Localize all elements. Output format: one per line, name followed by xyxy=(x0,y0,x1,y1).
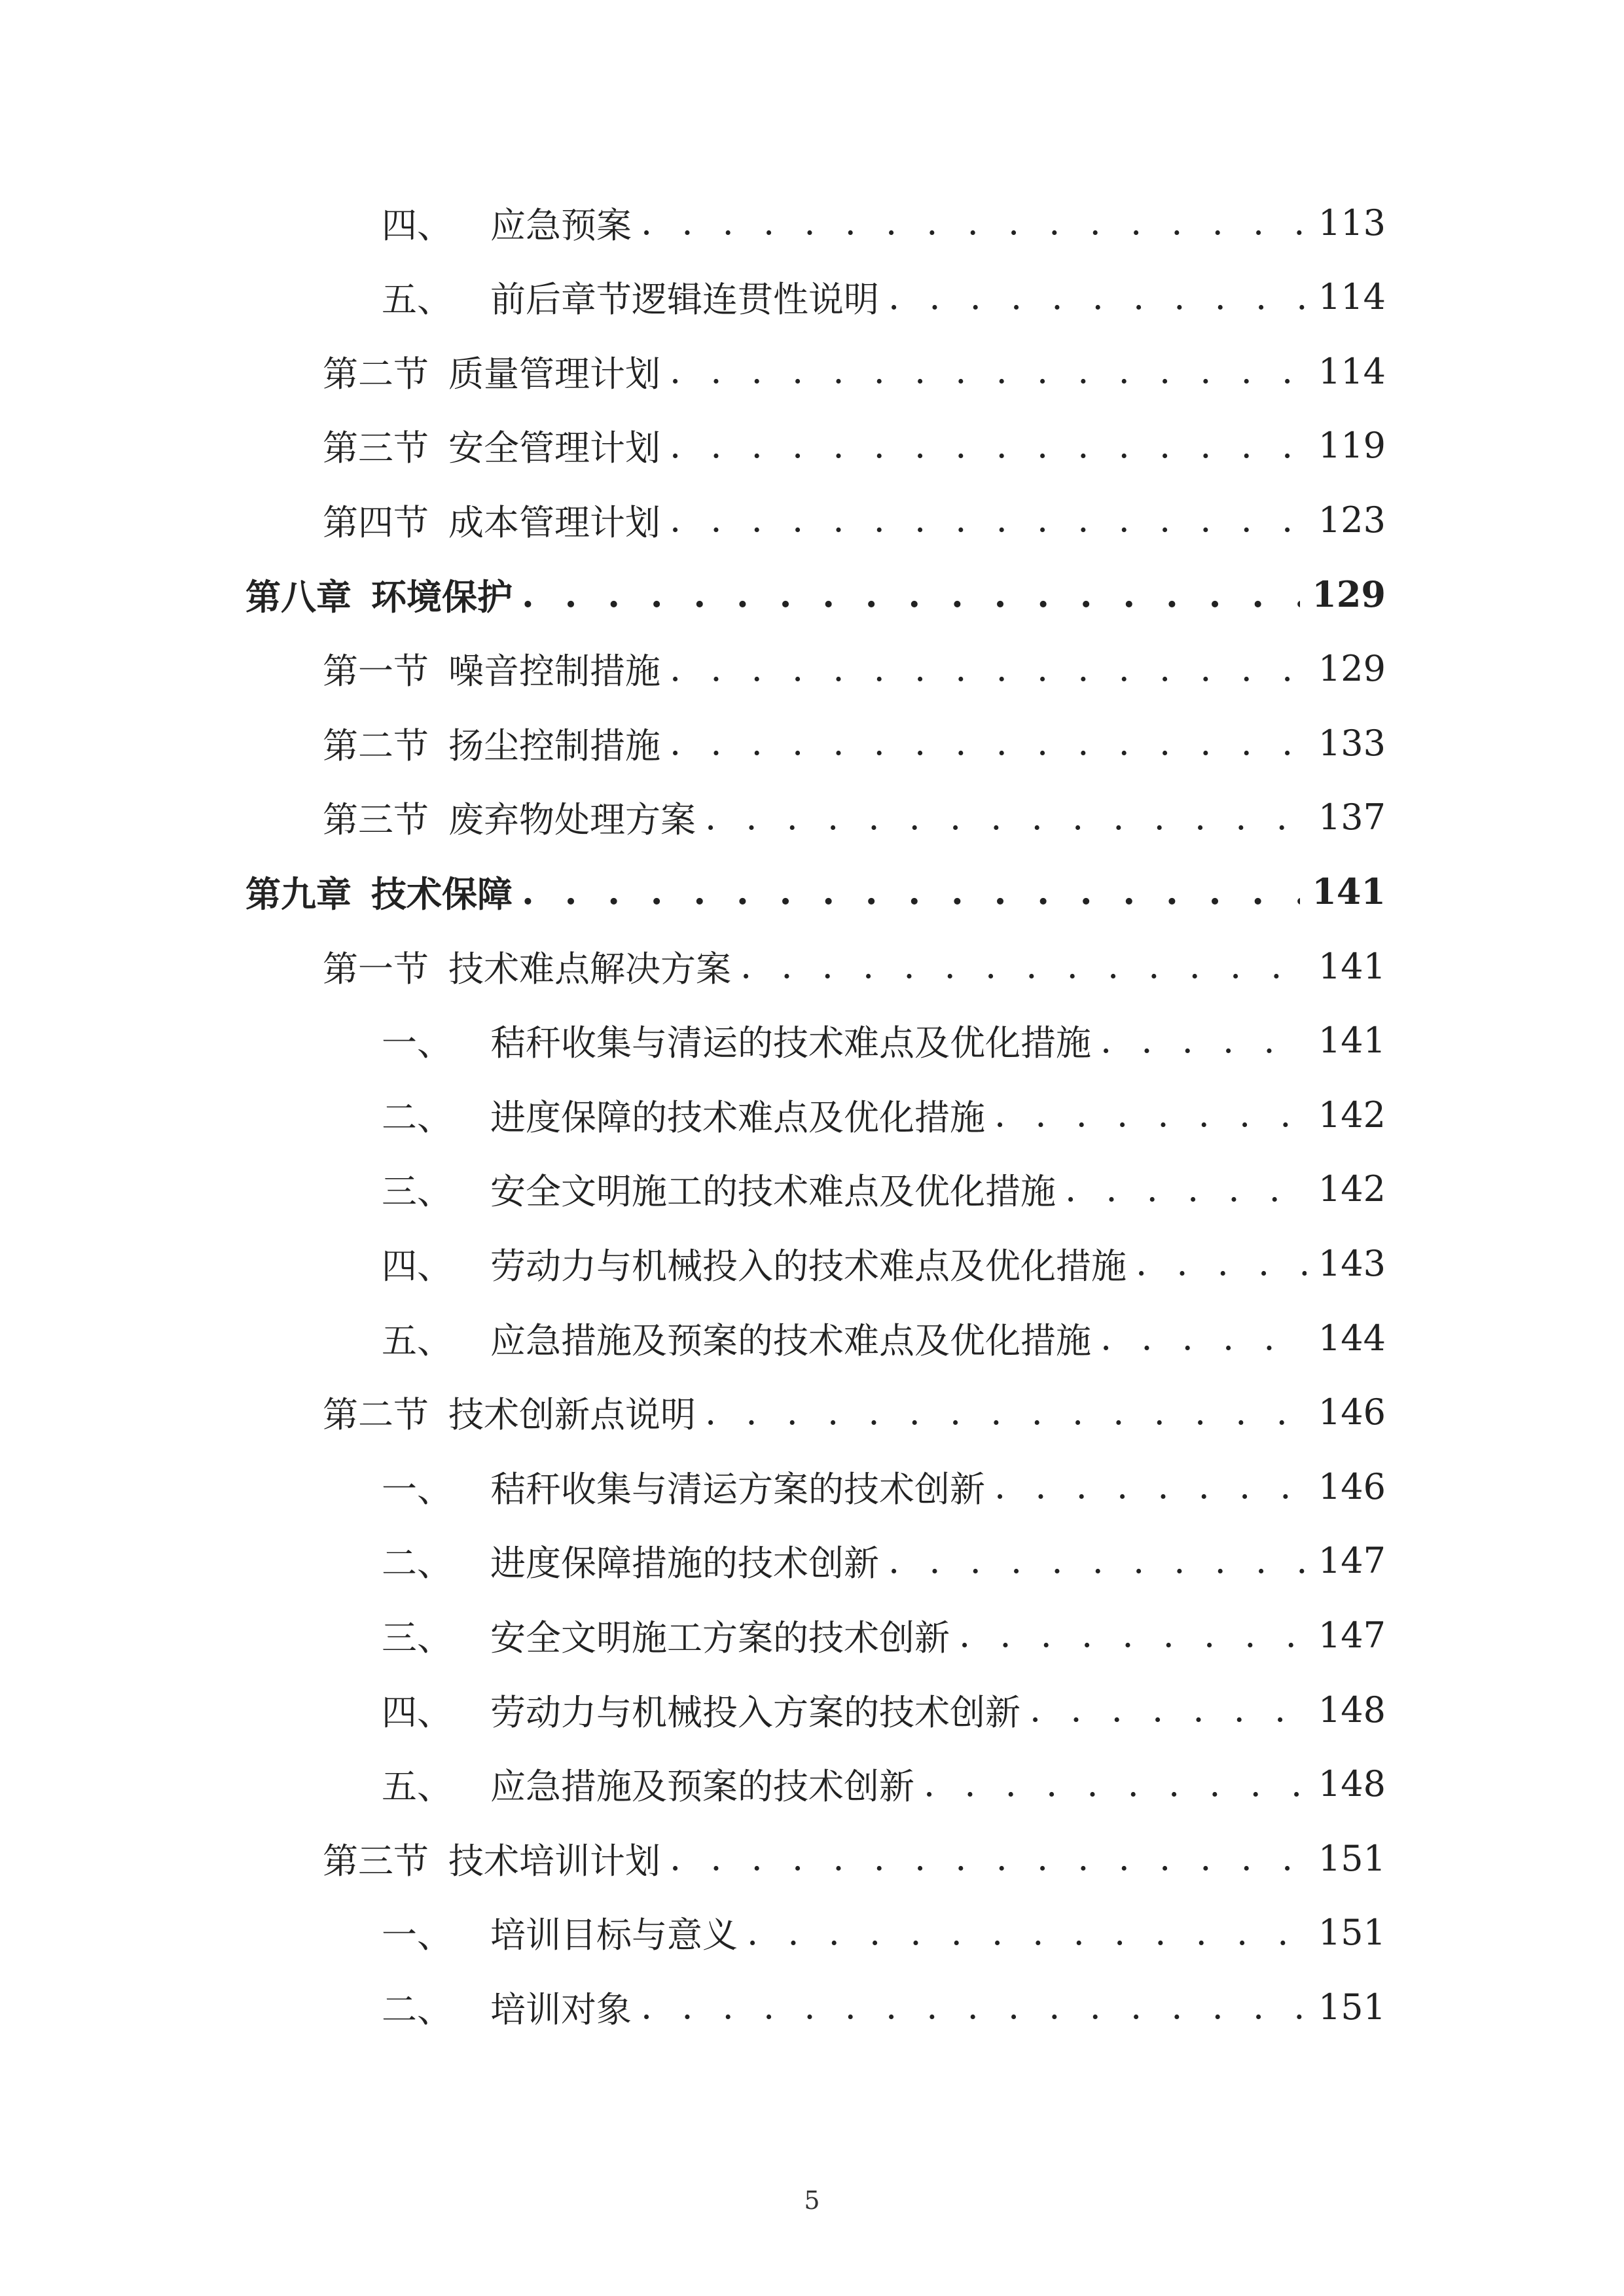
toc-entry-title: 前后章节逻辑连贯性说明 xyxy=(490,279,879,321)
toc-entry-number: 五、 xyxy=(382,279,452,321)
toc-dot-leader xyxy=(959,1617,1307,1653)
toc-entry-number: 一、 xyxy=(382,1468,452,1510)
toc-entry-number: 二、 xyxy=(382,1096,452,1138)
toc-entry-title: 进度保障措施的技术创新 xyxy=(490,1543,879,1585)
toc-entry-title: 扬尘控制措施 xyxy=(448,725,660,766)
toc-dot-leader xyxy=(705,1395,1307,1430)
toc-dot-leader xyxy=(740,948,1307,984)
toc-entry-page: 146 xyxy=(1318,1465,1386,1507)
toc-entry-title: 进度保障的技术难点及优化措施 xyxy=(490,1096,985,1138)
toc-entry-number: 第一节 xyxy=(323,948,429,990)
toc-entry-title: 培训目标与意义 xyxy=(490,1914,738,1956)
toc-entry-page: 148 xyxy=(1318,1689,1386,1731)
toc-entry-title: 质量管理计划 xyxy=(448,353,660,395)
toc-entry-title: 应急措施及预案的技术创新 xyxy=(490,1766,914,1808)
toc-entry[interactable] xyxy=(0,1150,1624,1229)
toc-entry-title: 劳动力与机械投入的技术难点及优化措施 xyxy=(490,1245,1127,1287)
toc-entry-title: 秸秆收集与清运方案的技术创新 xyxy=(490,1468,985,1510)
toc-entry-page: 146 xyxy=(1318,1391,1386,1433)
toc-entry-title: 环境保护 xyxy=(371,575,513,618)
toc-dot-leader xyxy=(641,1989,1307,2024)
toc-entry-title: 安全文明施工方案的技术创新 xyxy=(490,1617,950,1659)
toc-entry-title: 废弃物处理方案 xyxy=(448,799,696,841)
toc-entry-page: 141 xyxy=(1318,1020,1386,1062)
toc-entry-title: 劳动力与机械投入方案的技术创新 xyxy=(490,1691,1020,1733)
toc-entry-page: 151 xyxy=(1318,1912,1386,1954)
toc-entry[interactable] xyxy=(0,630,1624,708)
toc-entry-title: 应急预案 xyxy=(490,204,632,246)
toc-entry-number: 二、 xyxy=(382,1988,452,2030)
toc-entry-page: 129 xyxy=(1312,573,1386,615)
toc-dot-leader xyxy=(670,502,1307,537)
toc-entry-number: 第三节 xyxy=(323,427,429,469)
toc-dot-leader xyxy=(705,800,1307,835)
toc-entry-number: 第四节 xyxy=(323,501,429,543)
toc-entry-title: 技术创新点说明 xyxy=(448,1394,696,1436)
toc-entry-title: 应急措施及预案的技术难点及优化措施 xyxy=(490,1319,1091,1361)
toc-dot-leader xyxy=(1100,1023,1307,1058)
toc-entry-page: 144 xyxy=(1318,1317,1386,1359)
toc-entry-page: 151 xyxy=(1318,1986,1386,2028)
toc-entry-page: 137 xyxy=(1318,797,1386,838)
toc-entry[interactable] xyxy=(0,1224,1624,1302)
toc-entry[interactable] xyxy=(0,183,1624,262)
toc-entry-title: 技术难点解决方案 xyxy=(448,948,731,990)
toc-dot-leader xyxy=(522,874,1300,909)
toc-entry[interactable] xyxy=(0,1001,1624,1080)
toc-entry-number: 第三节 xyxy=(323,799,429,841)
toc-entry-title: 安全文明施工的技术难点及优化措施 xyxy=(490,1171,1056,1213)
toc-entry[interactable] xyxy=(0,1670,1624,1749)
toc-entry-number: 第三节 xyxy=(323,1840,429,1882)
toc-dot-leader xyxy=(641,205,1307,240)
toc-entry-page: 114 xyxy=(1318,350,1386,392)
toc-entry[interactable] xyxy=(0,927,1624,1005)
toc-entry-title: 噪音控制措施 xyxy=(448,651,660,692)
toc-entry[interactable] xyxy=(0,778,1624,857)
toc-entry-number: 三、 xyxy=(382,1171,452,1213)
toc-entry-page: 129 xyxy=(1318,648,1386,690)
toc-entry[interactable] xyxy=(0,1819,1624,1897)
toc-entry[interactable] xyxy=(0,480,1624,559)
toc-entry-page: 114 xyxy=(1318,276,1386,318)
toc-entry-page: 142 xyxy=(1318,1168,1386,1210)
toc-entry[interactable] xyxy=(0,704,1624,782)
toc-entry-number: 一、 xyxy=(382,1022,452,1064)
toc-entry-number: 四、 xyxy=(382,204,452,246)
toc-entry-number: 四、 xyxy=(382,1691,452,1733)
toc-entry-page: 123 xyxy=(1318,499,1386,541)
toc-entry-title: 培训对象 xyxy=(490,1988,632,2030)
toc-dot-leader xyxy=(994,1469,1307,1504)
toc-dot-leader xyxy=(924,1767,1307,1802)
toc-entry[interactable] xyxy=(0,1373,1624,1452)
toc-entry[interactable] xyxy=(0,1967,1624,2046)
toc-dot-leader xyxy=(1030,1692,1307,1727)
toc-entry-page: 141 xyxy=(1312,870,1386,913)
toc-dot-leader xyxy=(670,725,1307,761)
toc-dot-leader xyxy=(670,651,1307,687)
toc-entry-title: 安全管理计划 xyxy=(448,427,660,469)
toc-dot-leader xyxy=(670,428,1307,463)
toc-entry[interactable] xyxy=(0,852,1624,931)
toc-entry-page: 151 xyxy=(1318,1837,1386,1879)
toc-entry[interactable] xyxy=(0,406,1624,485)
toc-entry-title: 技术保障 xyxy=(371,872,513,915)
toc-dot-leader xyxy=(994,1097,1307,1132)
toc-entry-number: 一、 xyxy=(382,1914,452,1956)
toc-entry[interactable] xyxy=(0,555,1624,634)
toc-entry-page: 147 xyxy=(1318,1614,1386,1656)
toc-entry[interactable] xyxy=(0,1522,1624,1600)
toc-entry-page: 143 xyxy=(1318,1242,1386,1284)
toc-entry-number: 二、 xyxy=(382,1543,452,1585)
toc-entry[interactable] xyxy=(0,1447,1624,1526)
toc-entry[interactable] xyxy=(0,1745,1624,1823)
toc-entry-number: 四、 xyxy=(382,1245,452,1287)
toc-entry[interactable] xyxy=(0,1075,1624,1154)
toc-entry-page: 133 xyxy=(1318,722,1386,764)
toc-entry-page: 141 xyxy=(1318,945,1386,987)
toc-entry-number: 三、 xyxy=(382,1617,452,1659)
toc-entry-page: 142 xyxy=(1318,1094,1386,1136)
toc-dot-leader xyxy=(1136,1246,1307,1281)
toc-dot-leader xyxy=(888,279,1307,315)
toc-entry-title: 技术培训计划 xyxy=(448,1840,660,1882)
toc-entry-number: 第二节 xyxy=(323,1394,429,1436)
toc-entry-number: 五、 xyxy=(382,1319,452,1361)
toc-entry-page: 147 xyxy=(1318,1540,1386,1582)
toc-entry-number: 五、 xyxy=(382,1766,452,1808)
toc-entry-page: 148 xyxy=(1318,1763,1386,1805)
toc-entry[interactable] xyxy=(0,1299,1624,1377)
toc-entry-title: 成本管理计划 xyxy=(448,501,660,543)
toc-entry-number: 第八章 xyxy=(245,575,352,618)
toc-dot-leader xyxy=(1100,1320,1307,1355)
toc-dot-leader xyxy=(888,1543,1307,1579)
toc-entry-page: 113 xyxy=(1318,202,1386,243)
toc-entry-number: 第二节 xyxy=(323,353,429,395)
toc-entry-number: 第二节 xyxy=(323,725,429,766)
toc-dot-leader xyxy=(670,353,1307,389)
toc-entry-number: 第九章 xyxy=(245,872,352,915)
toc-entry[interactable] xyxy=(0,1596,1624,1674)
toc-dot-leader xyxy=(747,1915,1307,1950)
toc-dot-leader xyxy=(670,1840,1307,1876)
toc-entry[interactable] xyxy=(0,1893,1624,1972)
toc-dot-leader xyxy=(1065,1172,1307,1207)
toc-entry-page: 119 xyxy=(1318,425,1386,467)
toc-entry[interactable] xyxy=(0,332,1624,410)
toc-entry-number: 第一节 xyxy=(323,651,429,692)
toc-entry[interactable] xyxy=(0,258,1624,336)
toc-entry-title: 秸秆收集与清运的技术难点及优化措施 xyxy=(490,1022,1091,1064)
page-footer-number: 5 xyxy=(804,2186,820,2215)
toc-dot-leader xyxy=(522,577,1300,612)
